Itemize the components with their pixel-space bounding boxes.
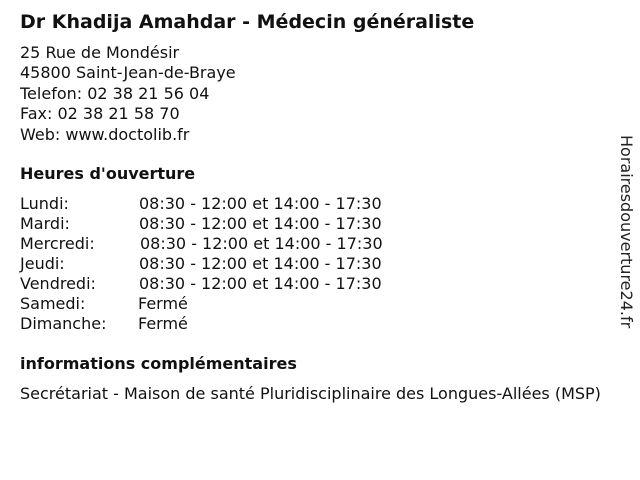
day-label: Mercredi: (20, 234, 95, 253)
time-range: 08:30 - 12:00 et 14:00 - 17:30 (139, 214, 382, 233)
day-label: Mardi: (20, 214, 70, 233)
additional-info-heading: informations complémentaires (20, 354, 297, 373)
phone-number: Telefon: 02 38 21 56 04 (20, 83, 210, 103)
additional-info-text: Secrétariat - Maison de santé Pluridisciplinaire des Longues-Allées (MSP) (20, 384, 601, 403)
opening-hours-heading: Heures d'ouverture (20, 164, 196, 183)
day-label: Vendredi: (20, 274, 96, 293)
watermark: Horairesdouverture24.fr (617, 135, 636, 329)
website: Web: www.doctolib.fr (20, 124, 190, 144)
time-range: 08:30 - 12:00 et 14:00 - 17:30 (139, 254, 382, 273)
city-address: 45800 Saint-Jean-de-Braye (20, 63, 236, 83)
time-range: 08:30 - 12:00 et 14:00 - 17:30 (140, 234, 383, 253)
time-range: 08:30 - 12:00 et 14:00 - 17:30 (139, 274, 382, 293)
fax-number: Fax: 02 38 21 58 70 (20, 104, 180, 124)
day-label: Jeudi: (20, 254, 65, 273)
time-range: Fermé (138, 314, 188, 333)
contact-block (20, 43, 236, 145)
day-label: Dimanche: (20, 314, 107, 333)
street-address: 25 Rue de Mondésir (20, 43, 180, 62)
time-range: 08:30 - 12:00 et 14:00 - 17:30 (139, 194, 382, 213)
day-label: Lundi: (20, 194, 69, 213)
time-range: Fermé (138, 294, 188, 313)
page-title: Dr Khadija Amahdar - Médecin généraliste (20, 11, 475, 33)
day-label: Samedi: (20, 294, 86, 313)
